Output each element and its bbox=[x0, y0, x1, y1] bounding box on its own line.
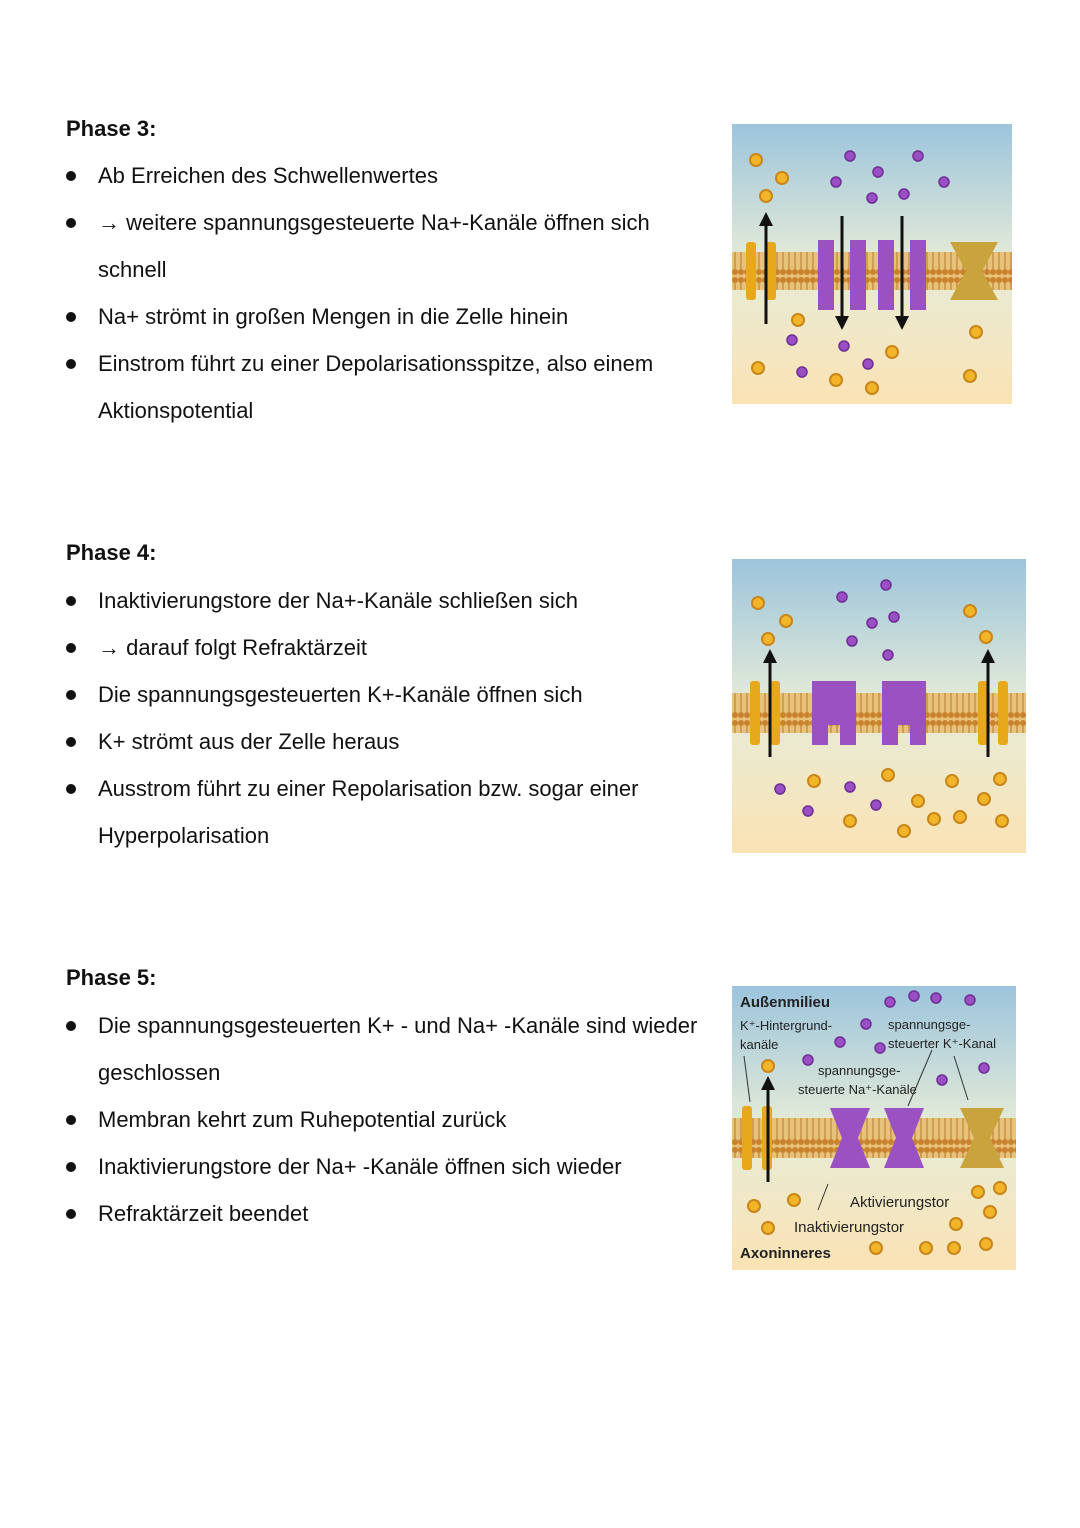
na-gated-label-line1: spannungsge- bbox=[818, 1063, 901, 1078]
membrane-diagram-phase-4 bbox=[732, 559, 1026, 853]
membrane-diagram-phase-5 bbox=[732, 986, 1016, 1270]
phase-5-title: Phase 5: bbox=[66, 965, 157, 990]
list-item: Inaktivierungstore der Na+-Kanäle schließen sich bbox=[66, 577, 706, 624]
list-item: Ab Erreichen des Schwellenwertes bbox=[66, 152, 706, 199]
phase-4-diagram bbox=[732, 559, 1026, 853]
list-item: → darauf folgt Refraktärzeit bbox=[66, 624, 706, 671]
list-item: Membran kehrt zum Ruhepotential zurück bbox=[66, 1096, 706, 1143]
k-gated-label-line1: spannungsge- bbox=[888, 1017, 971, 1032]
membrane-diagram-phase-3 bbox=[732, 124, 1012, 404]
outside-label: Außenmilieu bbox=[740, 994, 831, 1011]
phase-4-title: Phase 4: bbox=[66, 540, 157, 565]
phase-5-diagram bbox=[732, 986, 1016, 1270]
k-background-label-line1: K⁺-Hintergrund- bbox=[740, 1018, 833, 1033]
list-item: Ausstrom führt zu einer Repolarisation bzw. sogar einer Hyperpolarisation bbox=[66, 765, 706, 859]
inactivation-gate-label: Inaktivierungstor bbox=[794, 1219, 905, 1236]
list-item: Na+ strömt in großen Mengen in die Zelle hinein bbox=[66, 293, 706, 340]
activation-gate-label: Aktivierungstor bbox=[850, 1194, 950, 1211]
phase-3-title: Phase 3: bbox=[66, 116, 157, 141]
phase-3-diagram bbox=[732, 124, 1012, 404]
inside-label: Axoninneres bbox=[740, 1245, 831, 1262]
list-item: Refraktärzeit beendet bbox=[66, 1190, 706, 1237]
list-item: Die spannungsgesteuerten K+-Kanäle öffnen sich bbox=[66, 671, 706, 718]
k-gated-label-line2: steuerter K⁺-Kanal bbox=[888, 1036, 997, 1051]
phase-3-bullets bbox=[66, 152, 706, 434]
list-item: Inaktivierungstore der Na+ -Kanäle öffnen sich wieder bbox=[66, 1143, 706, 1190]
list-item: Die spannungsgesteuerten K+ - und Na+ -Kanäle sind wieder geschlossen bbox=[66, 1002, 706, 1096]
phase-5-bullets bbox=[66, 1002, 706, 1237]
na-gated-label-line2: steuerte Na⁺-Kanäle bbox=[798, 1082, 917, 1097]
list-item: Einstrom führt zu einer Depolarisationsspitze, also einem Aktionspotential bbox=[66, 340, 706, 434]
list-item: K+ strömt aus der Zelle heraus bbox=[66, 718, 706, 765]
phase-4-bullets bbox=[66, 577, 706, 859]
k-background-label-line2: kanäle bbox=[740, 1037, 779, 1052]
list-item: → weitere spannungsgesteuerte Na+-Kanäle öffnen sich schnell bbox=[66, 199, 706, 293]
